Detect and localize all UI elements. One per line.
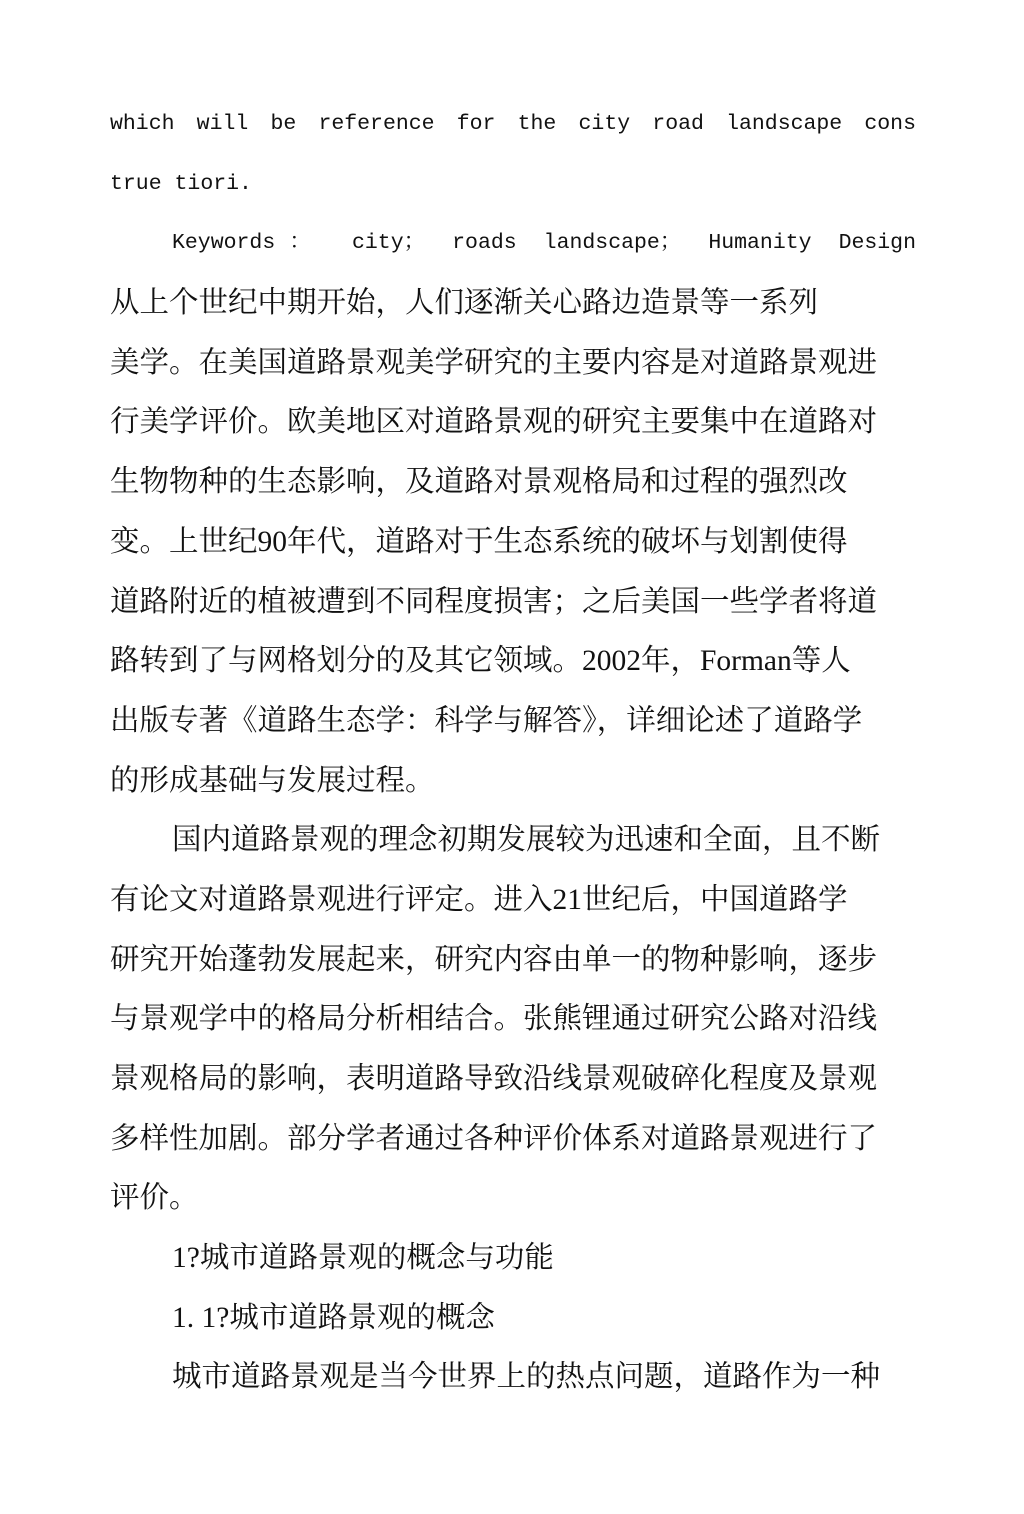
paragraph-line: 道路附近的植被遭到不同程度损害；之后美国一些学者将道 [110,585,878,618]
paragraph-line: 多样性加剧。部分学者通过各种评价体系对道路景观进行了 [110,1122,878,1155]
paragraph [110,1348,916,1408]
paragraph-line: 美学。在美国道路景观美学研究的主要内容是对道路景观进 [110,346,878,379]
paragraph-line: 路转到了与网格划分的及其它领域。2002年，Forman等人 [110,645,851,678]
paragraph-line: 的形成基础与发展过程。 [110,764,435,797]
paragraph-line: 与景观学中的格局分析相结合。张熊锂通过研究公路对沿线 [110,1003,878,1036]
paragraph-line: 出版专著《道路生态学：科学与解答》，详细论述了道路学 [110,704,863,737]
subsection-heading: 1. 1?城市道路景观的概念 [172,1301,495,1334]
paragraph [110,811,916,1229]
abstract-line: true tiori. [110,171,252,196]
section-heading: 1?城市道路景观的概念与功能 [172,1242,554,1275]
paragraph-line: 研究开始蓬勃发展起来，研究内容由单一的物种影响，逐步 [110,943,878,976]
keywords-line: Keywords： city； roads landscape； Humanity Design [172,231,916,256]
paragraph-line: 生物物种的生态影响，及道路对景观格局和过程的强烈改 [110,466,848,499]
paragraph [110,274,916,811]
paragraph-line: 评价。 [110,1182,199,1215]
paragraph-line: 国内道路景观的理念初期发展较为迅速和全面，且不断 [172,824,881,857]
paragraph-line: 变。上世纪90年代，道路对于生态系统的破坏与划割使得 [110,525,848,558]
abstract-line: which will be reference for the city road landscape cons [110,112,916,136]
paragraph-line: 行美学评价。欧美地区对道路景观的研究主要集中在道路对 [110,406,878,439]
paragraph-line: 景观格局的影响，表明道路导致沿线景观破碎化程度及景观 [110,1063,878,1095]
paragraph-line: 城市道路景观是当今世界上的热点问题，道路作为一种 [172,1361,881,1394]
paragraph-line: 从上个世纪中期开始，人们逐渐关心路边造景等一系列 [110,287,819,320]
paragraph-line: 有论文对道路景观进行评定。进入21世纪后，中国道路学 [110,883,848,916]
document-page [110,95,916,1408]
